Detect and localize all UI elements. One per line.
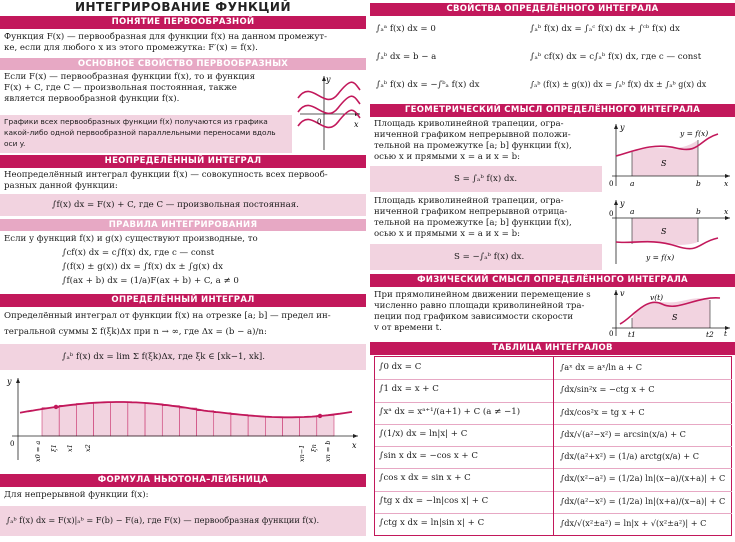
- geometric-header: ГЕОМЕТРИЧЕСКИЙ СМЫСЛ ОПРЕДЕЛЁННОГО ИНТЕГРАЛА: [370, 104, 735, 117]
- velocity-graph-s: S: [672, 313, 678, 322]
- riemann-rectangle: [59, 405, 76, 436]
- table-row-separator: [554, 491, 732, 492]
- antiderivative-header: ПОНЯТИЕ ПЕРВООБРАЗНОЙ: [0, 16, 366, 29]
- riemann-rectangle: [214, 413, 231, 436]
- physical-text: При прямолинейном движении перемещение s численно равно площади криволинейной тра- пеции под графиком зависимости скорости v от времени t.: [374, 290, 591, 333]
- velocity-graph-origin: 0: [609, 330, 614, 338]
- indefinite-text: Неопределённый интеграл функции f(x) — совокупность всех первооб- разных данной функции:: [4, 170, 328, 191]
- integral-right-1: ∫aˣ dx = aˣ/ln a + C: [560, 362, 642, 372]
- positive-graph-b: b: [696, 179, 701, 188]
- positive-graph-func: y = f(x): [680, 129, 709, 138]
- geometric-negative-formula: S = −∫ₐᵇ f(x) dx.: [454, 252, 525, 262]
- riemann-sum-graph: [4, 372, 364, 464]
- velocity-graph-t1: t1: [628, 330, 636, 338]
- rule-sum: ∫(f(x) ± g(x)) dx = ∫f(x) dx ± ∫g(x) dx: [62, 262, 223, 272]
- integral-left-4: ∫(1/x) dx = ln|x| + C: [379, 428, 468, 439]
- riemann-sample-point: [54, 405, 58, 409]
- riemann-sample-point: [318, 414, 322, 418]
- table-row-separator: [554, 513, 732, 514]
- integral-right-3: ∫dx/cos²x = tg x + C: [560, 406, 645, 417]
- integral-left-6: ∫cos x dx = sin x + C: [379, 473, 471, 484]
- table-row-separator: [375, 513, 553, 514]
- basic-property-note: Графики всех первообразных функции f(x) получаются из графика какой-либо одной первообразной параллельными переносами вдоль оси y.: [4, 117, 276, 148]
- physical-header: ФИЗИЧЕСКИЙ СМЫСЛ ОПРЕДЕЛЁННОГО ИНТЕГРАЛА: [370, 274, 735, 287]
- positive-graph-s: S: [661, 159, 667, 168]
- riemann-rectangle: [317, 415, 334, 436]
- table-row-separator: [375, 379, 553, 380]
- riemann-rectangle: [111, 402, 128, 436]
- riemann-rectangle: [231, 415, 248, 436]
- property-length: ∫ₐᵇ dx = b − a: [376, 52, 437, 62]
- riemann-rectangle: [42, 408, 59, 436]
- antiderivative-text: Функция F(x) — первообразная для функции f(x) на данном промежут- ке, если для любого x из этого промежутка: F′(x) = f(x).: [4, 32, 328, 53]
- negative-graph-y: y: [620, 199, 625, 208]
- riemann-rectangle: [145, 404, 162, 436]
- table-row-separator: [375, 424, 553, 425]
- basic-property-text: Если F(x) — первообразная функции f(x), то и функция F(x) + C, где C — произвольная постоянная, также является первообразной функции f(x).: [4, 72, 256, 104]
- negative-graph-s: S: [661, 227, 667, 236]
- negative-graph-a: a: [630, 207, 635, 216]
- integral-left-3: ∫xᵃ dx = xᵃ⁺¹/(a+1) + C (a ≠ −1): [379, 406, 521, 417]
- integral-left-5: ∫sin x dx = −cos x + C: [379, 451, 478, 461]
- integral-left-2: ∫1 dx = x + C: [379, 384, 439, 395]
- riemann-y-label: y: [7, 377, 12, 386]
- graph-label-y: y: [326, 75, 331, 84]
- newton-leibniz-formula: ∫ₐᵇ f(x) dx = F(x)|ₐᵇ = F(b) − F(a), где F(x) — первообразная функции f(x).: [6, 515, 320, 525]
- property-additivity: ∫ₐᵇ f(x) dx = ∫ₐᶜ f(x) dx + ∫ᶜᵇ f(x) dx: [530, 24, 680, 34]
- newton-leibniz-header: ФОРМУЛА НЬЮТОНА–ЛЕЙБНИЦА: [0, 474, 366, 487]
- riemann-rectangle: [94, 402, 111, 436]
- velocity-graph-func: v(t): [650, 293, 664, 302]
- integral-left-1: ∫0 dx = C: [379, 362, 422, 372]
- property-zero: ∫ₐᵃ f(x) dx = 0: [376, 24, 436, 34]
- basic-property-header: ОСНОВНОЕ СВОЙСТВО ПЕРВООБРАЗНЫХ: [0, 58, 366, 70]
- riemann-xn-label: xn = b: [324, 440, 332, 462]
- positive-graph-a: a: [630, 179, 635, 188]
- table-row-separator: [375, 446, 553, 447]
- riemann-rectangle: [128, 402, 145, 436]
- integral-right-8: ∫dx/√(x²±a²) = ln|x + √(x²±a²)| + C: [560, 517, 707, 528]
- table-row-separator: [554, 424, 732, 425]
- positive-graph-x: x: [724, 179, 729, 188]
- integral-left-7: ∫tg x dx = −ln|cos x| + C: [379, 495, 489, 506]
- geometric-positive-text: Площадь криволинейной трапеции, огра- ниченной графиком непрерывной положи- тельной на промежутке [a; b] функции f(x), осью x и прямыми x = a и x = b:: [374, 119, 572, 162]
- property-swap: ∫ₐᵇ f(x) dx = −∫ᵇₐ f(x) dx: [376, 80, 480, 90]
- riemann-origin-label: 0: [10, 440, 15, 448]
- riemann-xn1-label: xn−1: [298, 444, 306, 462]
- riemann-rectangle: [162, 406, 179, 436]
- rule-linear: ∫f(ax + b) dx = (1/a)F(ax + b) + C, a ≠ 0: [62, 276, 239, 286]
- table-row-separator: [554, 468, 732, 469]
- positive-graph-y: y: [620, 123, 625, 132]
- page-title: ИНТЕГРИРОВАНИЕ ФУНКЦИЙ: [74, 0, 292, 14]
- riemann-rectangle: [265, 417, 282, 436]
- riemann-rectangle: [300, 417, 317, 436]
- negative-graph-origin: 0: [609, 210, 614, 218]
- table-header: ТАБЛИЦА ИНТЕГРАЛОВ: [370, 342, 735, 355]
- velocity-graph-t: t: [724, 329, 728, 338]
- riemann-rectangle: [248, 416, 265, 436]
- definite-formula: ∫ₐᵇ f(x) dx = lim Σ f(ξk)Δx, где ξk ∈ [xk−1, xk].: [62, 352, 266, 362]
- table-row-separator: [554, 379, 732, 380]
- indefinite-header: НЕОПРЕДЕЛЁННЫЙ ИНТЕГРАЛ: [0, 155, 366, 168]
- integrals-table: [374, 356, 732, 536]
- riemann-rectangle: [179, 408, 196, 436]
- negative-graph-func: y = f(x): [646, 253, 675, 262]
- riemann-x-label: x: [352, 441, 357, 450]
- table-row-separator: [554, 446, 732, 447]
- newton-leibniz-text: Для непрерывной функции f(x):: [4, 490, 149, 500]
- negative-graph-b: b: [696, 207, 701, 216]
- riemann-x0-label: x0 = a: [34, 440, 42, 462]
- integral-right-2: ∫dx/sin²x = −ctg x + C: [560, 384, 655, 395]
- positive-graph-origin: 0: [609, 180, 614, 188]
- velocity-graph-v: v: [620, 289, 625, 298]
- graph-label-x: x: [354, 120, 359, 129]
- integral-right-5: ∫dx/(a²+x²) = (1/a) arctg(x/a) + C: [560, 451, 699, 461]
- antiderivatives-graph: [294, 72, 364, 152]
- graph-label-origin: 0: [317, 118, 322, 126]
- rules-header: ПРАВИЛА ИНТЕГРИРОВАНИЯ: [0, 219, 366, 231]
- riemann-rectangle: [282, 417, 299, 436]
- riemann-rectangle: [76, 404, 93, 436]
- table-row-separator: [554, 402, 732, 403]
- left-column: [0, 0, 366, 542]
- property-sum: ∫ₐᵇ (f(x) ± g(x)) dx = ∫ₐᵇ f(x) dx ± ∫ₐᵇ g(x) dx: [530, 80, 707, 89]
- rule-constant: ∫cf(x) dx = c∫f(x) dx, где c — const: [62, 248, 215, 258]
- table-row-separator: [375, 468, 553, 469]
- velocity-graph: [606, 288, 734, 338]
- integral-left-8: ∫ctg x dx = ln|sin x| + C: [379, 517, 485, 528]
- positive-area-graph: [606, 120, 734, 190]
- properties-header: СВОЙСТВА ОПРЕДЕЛЁННОГО ИНТЕГРАЛА: [370, 3, 735, 16]
- negative-area-graph: [606, 198, 734, 268]
- integral-right-6: ∫dx/(x²−a²) = (1/2a) ln|(x−a)/(x+a)| + C: [560, 473, 726, 484]
- table-row-separator: [375, 402, 553, 403]
- definite-header: ОПРЕДЕЛЁННЫЙ ИНТЕГРАЛ: [0, 294, 366, 307]
- riemann-x1-label: x1: [66, 444, 74, 452]
- rules-intro: Если у функций f(x) и g(x) существуют производные, то: [4, 234, 258, 244]
- geometric-negative-text: Площадь криволинейной трапеции, огра- ниченной графиком непрерывной отрица- тельной на промежутке [a; b] функции f(x), осью x и прямыми x = a и x = b:: [374, 196, 572, 239]
- velocity-graph-t2: t2: [706, 330, 714, 338]
- table-row-separator: [375, 491, 553, 492]
- riemann-xi1-label: ξ1: [50, 444, 58, 452]
- riemann-rectangle: [197, 411, 214, 436]
- riemann-x2-label: x2: [84, 444, 92, 452]
- right-column: [370, 0, 735, 542]
- riemann-xin-label: ξn: [310, 444, 318, 452]
- integral-right-4: ∫dx/√(a²−x²) = arcsin(x/a) + C: [560, 428, 686, 439]
- indefinite-formula: ∫f(x) dx = F(x) + C, где C — произвольная постоянная.: [52, 200, 299, 210]
- negative-graph-x: x: [724, 207, 729, 216]
- integral-right-7: ∫dx/(a²−x²) = (1/2a) ln|(x+a)/(x−a)| + C: [560, 495, 726, 506]
- definite-text: Определённый интеграл от функции f(x) на отрезке [a; b] — предел ин- тегральной суммы Σ f(ξk)Δx при n → ∞, где Δx = (b − a)/n:: [4, 311, 331, 337]
- geometric-positive-formula: S = ∫ₐᵇ f(x) dx.: [454, 174, 518, 184]
- property-constant: ∫ₐᵇ cf(x) dx = c∫ₐᵇ f(x) dx, где c — const: [530, 52, 702, 62]
